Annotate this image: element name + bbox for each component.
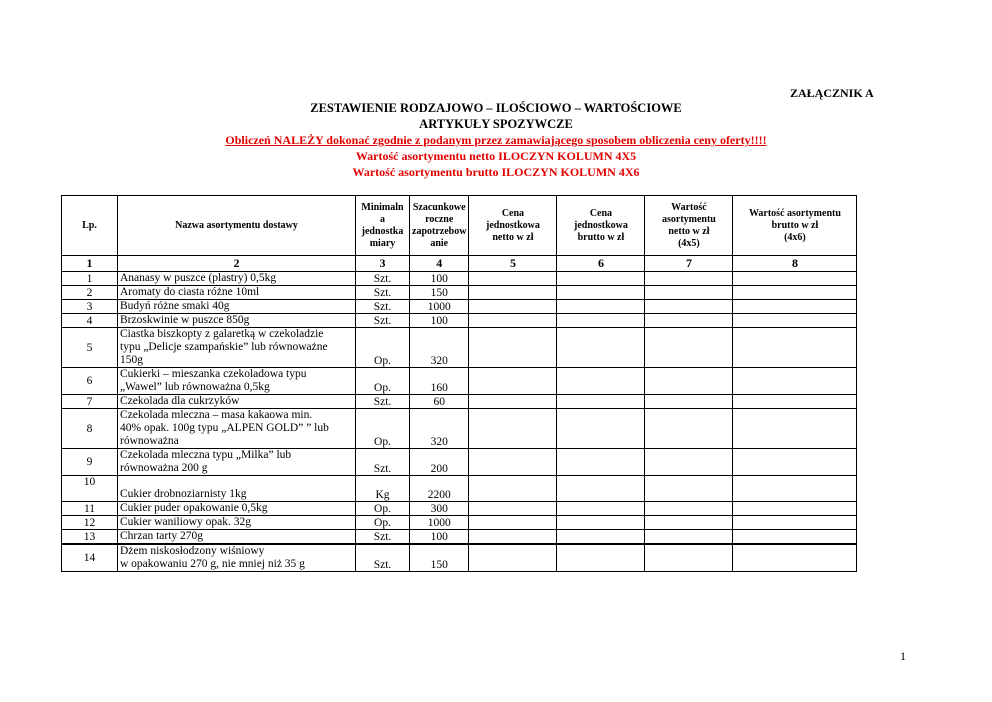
- row-gross-price-input[interactable]: [557, 314, 645, 328]
- row-gross-value-input[interactable]: [733, 530, 857, 545]
- column-number: 2: [118, 256, 356, 272]
- row-gross-price-input[interactable]: [557, 530, 645, 545]
- row-net-value-input[interactable]: [645, 516, 733, 530]
- row-qty: 150: [410, 286, 469, 300]
- row-net-price-input[interactable]: [469, 395, 557, 409]
- assortment-table: [61, 195, 857, 572]
- row-gross-price-input[interactable]: [557, 502, 645, 516]
- row-net-value-input[interactable]: [645, 368, 733, 395]
- row-name: [118, 286, 356, 300]
- row-qty: 160: [410, 368, 469, 395]
- row-gross-value-input[interactable]: [733, 449, 857, 476]
- row-lp: 8: [62, 409, 118, 449]
- row-unit: Szt.: [356, 314, 410, 328]
- row-name-line: Cukier drobnoziarnisty 1kg: [120, 488, 247, 500]
- row-name-line: równoważna: [120, 435, 179, 447]
- row-name-line: Budyń różne smaki 40g: [120, 300, 230, 312]
- row-net-value-input[interactable]: [645, 272, 733, 286]
- row-unit: Op.: [356, 368, 410, 395]
- row-net-price-input[interactable]: [469, 314, 557, 328]
- row-name: [118, 502, 356, 516]
- column-number: 5: [469, 256, 557, 272]
- row-qty: 320: [410, 328, 469, 368]
- row-name: [118, 476, 356, 502]
- row-net-price-input[interactable]: [469, 300, 557, 314]
- row-lp: 14: [62, 544, 118, 572]
- table-row: [62, 502, 857, 516]
- table-row: [62, 300, 857, 314]
- row-name-line: Czekolada mleczna typu „Milka” lub: [120, 449, 292, 461]
- table-row: [62, 409, 857, 449]
- table-row: [62, 544, 857, 572]
- row-qty: 100: [410, 530, 469, 545]
- row-gross-value-input[interactable]: [733, 502, 857, 516]
- row-unit: Szt.: [356, 272, 410, 286]
- table-row: [62, 328, 857, 368]
- row-name: [118, 272, 356, 286]
- row-gross-price-input[interactable]: [557, 544, 645, 572]
- row-lp: 1: [62, 272, 118, 286]
- row-net-price-input[interactable]: [469, 272, 557, 286]
- row-net-price-input[interactable]: [469, 409, 557, 449]
- row-unit: Szt.: [356, 286, 410, 300]
- row-lp: 7: [62, 395, 118, 409]
- row-lp: 2: [62, 286, 118, 300]
- row-name: [118, 449, 356, 476]
- row-net-value-input[interactable]: [645, 286, 733, 300]
- table-row: [62, 272, 857, 286]
- row-gross-price-input[interactable]: [557, 449, 645, 476]
- row-name-line: Czekolada dla cukrzyków: [120, 395, 240, 407]
- row-net-price-input[interactable]: [469, 368, 557, 395]
- row-net-value-input[interactable]: [645, 502, 733, 516]
- row-lp: 13: [62, 530, 118, 545]
- column-number: 6: [557, 256, 645, 272]
- row-gross-value-input[interactable]: [733, 395, 857, 409]
- row-gross-value-input[interactable]: [733, 409, 857, 449]
- row-unit: Op.: [356, 516, 410, 530]
- row-name-line: 150g: [120, 354, 143, 366]
- row-qty: 320: [410, 409, 469, 449]
- row-gross-value-input[interactable]: [733, 516, 857, 530]
- column-number: 7: [645, 256, 733, 272]
- row-lp: 4: [62, 314, 118, 328]
- row-lp: 5: [62, 328, 118, 368]
- row-net-value-input[interactable]: [645, 476, 733, 502]
- row-gross-price-input[interactable]: [557, 328, 645, 368]
- column-number: 4: [410, 256, 469, 272]
- row-name-line: Dżem niskosłodzony wiśniowy: [120, 545, 265, 557]
- annex-label: ZAŁĄCZNIK A: [790, 86, 874, 100]
- row-net-value-input[interactable]: [645, 395, 733, 409]
- row-net-price-input[interactable]: [469, 516, 557, 530]
- row-net-value-input[interactable]: [645, 409, 733, 449]
- header-name: Nazwa asortymentu dostawy: [118, 196, 356, 256]
- row-lp: 9: [62, 449, 118, 476]
- row-name: [118, 516, 356, 530]
- heading-subtitle: ARTYKUŁY SPOZYWCZE: [419, 117, 573, 131]
- row-name-line: 40% opak. 100g typu „ALPEN GOLD” ” lub: [120, 422, 329, 434]
- row-gross-value-input[interactable]: [733, 476, 857, 502]
- header-net-value: Wartość asortymentu netto w zł (4x5): [645, 196, 733, 256]
- header-net-price: Cena jednostkowa netto w zł: [469, 196, 557, 256]
- row-lp: 11: [62, 502, 118, 516]
- table-row: [62, 449, 857, 476]
- row-net-value-input[interactable]: [645, 544, 733, 572]
- row-qty: 150: [410, 544, 469, 572]
- row-net-value-input[interactable]: [645, 449, 733, 476]
- row-gross-value-input[interactable]: [733, 328, 857, 368]
- row-name-line: Chrzan tarty 270g: [120, 530, 204, 542]
- column-number: 8: [733, 256, 857, 272]
- header-gross-value: Wartość asortymentu brutto w zł (4x6): [733, 196, 857, 256]
- row-gross-value-input[interactable]: [733, 368, 857, 395]
- row-net-price-input[interactable]: [469, 530, 557, 545]
- table-row: [62, 476, 857, 502]
- row-net-price-input[interactable]: [469, 328, 557, 368]
- row-qty: 200: [410, 449, 469, 476]
- row-qty: 1000: [410, 516, 469, 530]
- row-gross-price-input[interactable]: [557, 516, 645, 530]
- row-name-line: Ciastka biszkopty z galaretką w czekoladzie: [120, 328, 324, 340]
- row-name-line: Aromaty do ciasta różne 10ml: [120, 286, 260, 298]
- column-number: 1: [62, 256, 118, 272]
- row-unit: Szt.: [356, 300, 410, 314]
- row-name-line: Ananasy w puszce (plastry) 0,5kg: [120, 272, 277, 284]
- header-gross-price: Cena jednostkowa brutto w zł: [557, 196, 645, 256]
- row-gross-price-input[interactable]: [557, 395, 645, 409]
- row-gross-price-input[interactable]: [557, 286, 645, 300]
- row-name: [118, 368, 356, 395]
- row-gross-value-input[interactable]: [733, 314, 857, 328]
- row-name: [118, 395, 356, 409]
- row-lp: 10: [62, 476, 118, 502]
- row-unit: Kg: [356, 476, 410, 502]
- row-qty: 300: [410, 502, 469, 516]
- row-lp: 6: [62, 368, 118, 395]
- table-row: [62, 286, 857, 300]
- table-row: [62, 530, 857, 545]
- row-unit: Szt.: [356, 530, 410, 545]
- row-name: [118, 328, 356, 368]
- row-gross-value-input[interactable]: [733, 286, 857, 300]
- row-qty: 2200: [410, 476, 469, 502]
- row-name-line: typu „Delicje szampańskie” lub równoważne: [120, 341, 328, 353]
- row-net-price-input[interactable]: [469, 449, 557, 476]
- row-name-line: równoważna 200 g: [120, 462, 208, 474]
- row-gross-price-input[interactable]: [557, 409, 645, 449]
- row-name-line: Czekolada mleczna – masa kakaowa min.: [120, 409, 313, 421]
- row-lp: 3: [62, 300, 118, 314]
- row-unit: Op.: [356, 328, 410, 368]
- row-net-value-input[interactable]: [645, 314, 733, 328]
- row-net-price-input[interactable]: [469, 544, 557, 572]
- row-unit: Szt.: [356, 395, 410, 409]
- row-net-price-input[interactable]: [469, 476, 557, 502]
- row-gross-value-input[interactable]: [733, 544, 857, 572]
- row-name-line: Cukier puder opakowanie 0,5kg: [120, 502, 268, 514]
- row-net-value-input[interactable]: [645, 300, 733, 314]
- row-gross-price-input[interactable]: [557, 272, 645, 286]
- row-gross-price-input[interactable]: [557, 368, 645, 395]
- row-unit: Op.: [356, 409, 410, 449]
- row-name-line: w opakowaniu 270 g, nie mniej niż 35 g: [120, 558, 305, 570]
- table-row: [62, 368, 857, 395]
- row-name: [118, 409, 356, 449]
- heading-instruction: Obliczeń NALEŻY dokonać zgodnie z podanym przez zamawiającego sposobem obliczenia ceny oferty!!!!: [225, 133, 767, 147]
- heading-gross-formula: Wartość asortymentu brutto ILOCZYN KOLUMN 4X6: [352, 165, 640, 179]
- row-net-price-input[interactable]: [469, 502, 557, 516]
- column-number-row: [62, 256, 857, 272]
- row-gross-value-input[interactable]: [733, 272, 857, 286]
- row-gross-price-input[interactable]: [557, 300, 645, 314]
- header-lp: Lp.: [62, 196, 118, 256]
- row-qty: 1000: [410, 300, 469, 314]
- row-gross-price-input[interactable]: [557, 476, 645, 502]
- row-name-line: Brzoskwinie w puszce 850g: [120, 314, 250, 326]
- row-net-value-input[interactable]: [645, 328, 733, 368]
- document-heading: [0, 100, 992, 180]
- header-qty: Szacunkowe roczne zapotrzebow anie: [410, 196, 469, 256]
- row-qty: 60: [410, 395, 469, 409]
- row-unit: Szt.: [356, 544, 410, 572]
- row-qty: 100: [410, 314, 469, 328]
- page-number: 1: [900, 649, 906, 663]
- row-name: [118, 300, 356, 314]
- heading-title: ZESTAWIENIE RODZAJOWO – ILOŚCIOWO – WARTOŚCIOWE: [310, 101, 682, 115]
- heading-net-formula: Wartość asortymentu netto ILOCZYN KOLUMN 4X5: [355, 149, 637, 163]
- row-name: [118, 314, 356, 328]
- row-name: [118, 544, 356, 572]
- row-name-line: „Wawel” lub równoważna 0,5kg: [120, 381, 270, 393]
- table-row: [62, 314, 857, 328]
- table-row: [62, 516, 857, 530]
- row-net-price-input[interactable]: [469, 286, 557, 300]
- row-unit: Op.: [356, 502, 410, 516]
- row-name-line: Cukierki – mieszanka czekoladowa typu: [120, 368, 307, 380]
- table-row: [62, 395, 857, 409]
- row-name-line: Cukier waniliowy opak. 32g: [120, 516, 251, 528]
- row-net-value-input[interactable]: [645, 530, 733, 545]
- row-name: [118, 530, 356, 545]
- row-gross-value-input[interactable]: [733, 300, 857, 314]
- row-lp: 12: [62, 516, 118, 530]
- header-unit: Minimaln a jednostka miary: [356, 196, 410, 256]
- row-qty: 100: [410, 272, 469, 286]
- row-unit: Szt.: [356, 449, 410, 476]
- column-number: 3: [356, 256, 410, 272]
